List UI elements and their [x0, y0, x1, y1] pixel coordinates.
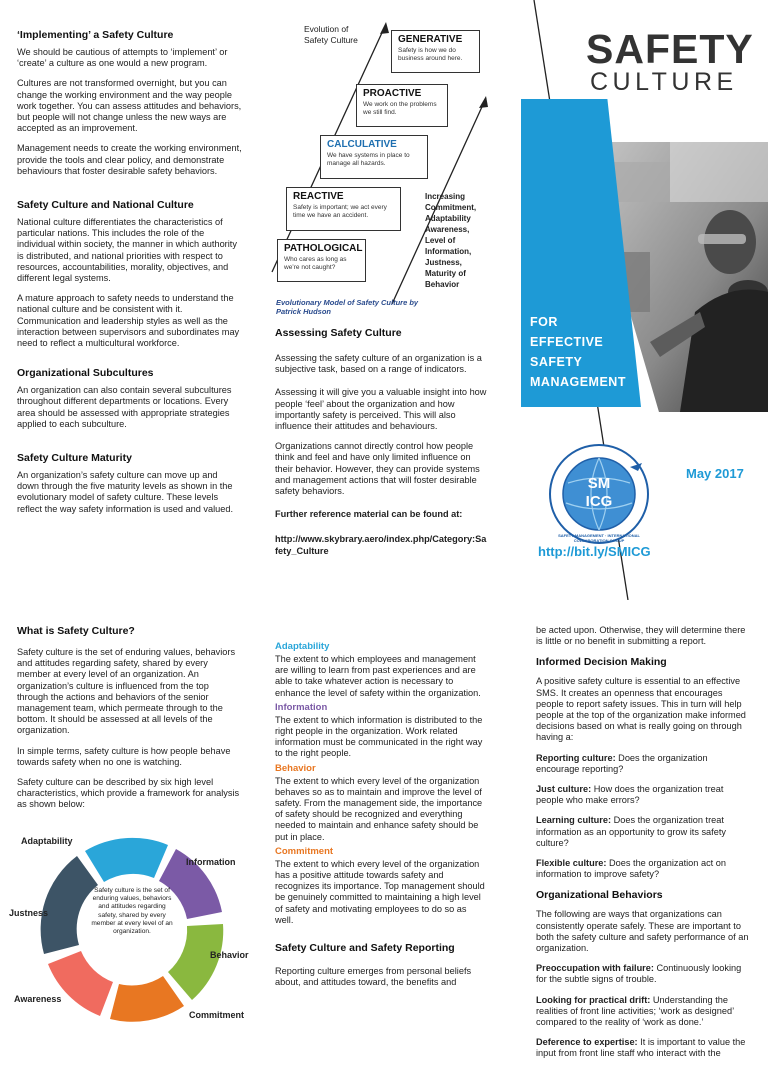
evolution-label: Evolution of Safety Culture [304, 24, 358, 45]
cycle-center-text: Safety culture is the set of enduring values, behaviors and attitudes regarding safety, shared by every member at every level of an organization. [91, 887, 173, 936]
segment-awareness [48, 951, 113, 1016]
cover-date: May 2017 [686, 466, 744, 481]
learning-culture-text: Does the organization treat information as an opportunity to grow its safety culture? [536, 815, 726, 848]
segment-commitment [110, 976, 184, 1022]
level-calculative-title: CALCULATIVE [327, 139, 397, 150]
maturity-p1: An organization’s safety culture can move up and down through the five maturity levels as shown in the evolutionary model of safety culture. These levels reflect the way safety information is used and valued. [17, 470, 234, 514]
cover-banner-text [530, 312, 640, 392]
national-culture-p2: A mature approach to safety needs to understand the national culture and be consistent with it. Communication and leadership styles as well as the interaction between supervisors and subordinates may need to reflect a multicultural workforce. [17, 293, 240, 349]
left-bottom-column [17, 625, 242, 820]
org-behaviors-heading: Organizational Behaviors [536, 889, 663, 902]
level-generative-desc: Safety is how we do business around here. [398, 47, 463, 62]
practical-drift-label: Looking for practical drift: [536, 994, 651, 1005]
cycle-label-behavior: Behavior [210, 950, 249, 960]
implementing-heading: ‘Implementing’ a Safety Culture [17, 29, 174, 41]
level-proactive-desc: We work on the problems we still find. [363, 101, 437, 116]
adaptability-heading: Adaptability [275, 641, 330, 652]
learning-culture-label: Learning culture: [536, 815, 612, 826]
cover-url[interactable]: http://bit.ly/SMICG [538, 544, 651, 559]
practical-drift-text: Understanding the realities of front line activities; ‘work as designed’ compared to the reality of ‘work as done.’ [536, 994, 734, 1028]
what-p3: Safety culture can be described by six high level characteristics, which provide a framework for analysis as shown below: [17, 777, 240, 810]
just-culture-text: How does the organization treat people who make errors? [536, 784, 724, 806]
national-culture-p1: National culture differentiates the characteristics of particular nations. This includes the role of the individual within society, the manner in which authority is distributed, and national priorities with respect to resources, accountabilities, morality, objectives, and different legal systems. [17, 217, 237, 284]
segment-behavior [168, 924, 223, 1000]
level-generative [391, 30, 480, 73]
cover-title-culture: CULTURE [590, 68, 738, 96]
reporting-continued: be acted upon. Otherwise, they will determine there is little or no benefit in submitting a report. [536, 625, 746, 647]
what-heading: What is Safety Culture? [17, 625, 135, 637]
cover-title-safety: SAFETY [586, 26, 754, 72]
diagram-caption: Evolutionary Model of Safety Culture by Patrick Hudson [276, 298, 419, 316]
level-generative-title: GENERATIVE [398, 34, 463, 45]
behavior-text: The extent to which every level of the organization behaves so as to maintain and improve the level of safety. From the management side, the importance of safety should be recognized and everything needed to maintain and enhance safety should be put in place. [275, 775, 483, 842]
implementing-p1: We should be cautious of attempts to ‘implement’ or ‘create’ a culture as one would a new program. [17, 47, 228, 69]
subcultures-heading: Organizational Subcultures [17, 367, 154, 380]
preoccupation-item [536, 963, 750, 985]
cycle-label-commitment: Commitment [189, 1010, 245, 1020]
deference-text: It is important to value the input from front line staff who interact with the [536, 1037, 746, 1059]
banner-line-management: MANAGEMENT [530, 375, 626, 389]
increasing-label: Increasing Commitment, Adaptability Awareness, Level of Information, Justness, Maturity of Behavior [425, 192, 477, 289]
cycle-label-adaptability: Adaptability [21, 836, 73, 846]
reporting-culture-text: Does the organization encourage reporting? [536, 752, 708, 774]
skybrary-link[interactable]: http://www.skybrary.aero/index.php/Category:Safety_Culture [275, 534, 487, 556]
implementing-p2: Cultures are not transformed overnight, but you can change the working environment and the way people work together. You can assess attitudes and behaviors, but people will not change unless the new ways are accepted as an improvement. [17, 78, 242, 134]
national-culture-heading: Safety Culture and National Culture [17, 199, 194, 212]
deference-label: Deference to expertise: [536, 1037, 638, 1048]
banner-line-safety: SAFETY [530, 355, 583, 369]
left-top-column [17, 29, 242, 524]
assessing-p3: Organizations cannot directly control how people think and feel and have only limited influence on their behavior. However, they can provide systems and management actions that will foster desirable safety behaviors. [275, 441, 480, 497]
flexible-culture-label: Flexible culture: [536, 858, 607, 869]
org-behaviors-text: The following are ways that organizations can consistently operate safely. These are important to both the safety culture and safety performance of an organization. [536, 909, 749, 954]
learning-culture-item [536, 815, 750, 849]
logo-center-text: SM ICG [585, 475, 613, 510]
logo-ring-text: SAFETY MANAGEMENT · INTERNATIONAL COLLABORATION GROUP [558, 533, 640, 543]
information-heading: Information [275, 701, 328, 713]
segment-adaptability [85, 838, 168, 882]
right-bottom-column [536, 625, 750, 1069]
commitment-text: The extent to which every level of the organization has a positive attitude towards safety and recognizes its importance. Top management should be genuinely committed to maintaining a high level of safety and motivating employees to do so as well. [275, 858, 485, 925]
cycle-label-awareness: Awareness [14, 994, 62, 1004]
level-pathological [277, 239, 366, 282]
subcultures-p1: An organization can also contain several subcultures throughout different departments or locations. Every area should be assessed with appropriate strategies applied to each subculture. [17, 385, 232, 429]
level-reactive [286, 187, 401, 231]
implementing-p3: Management needs to create the working environment, provide the tools and clear policy, and demonstrate behaviours that foster desirable safety behaviors. [17, 143, 242, 176]
what-p1: Safety culture is the set of enduring values, behaviors and attitudes regarding safety, shared by every member at every level of an organization. An organization’s culture is influenced from the top through the actions and behaviors of the senior management team, which permeate through to the bottom. It should be assessed at all levels of the organization. [17, 647, 236, 736]
cycle-label-justness: Justness [9, 908, 49, 918]
flexible-culture-item [536, 858, 750, 880]
level-reactive-title: REACTIVE [293, 191, 344, 202]
reporting-culture-label: Reporting culture: [536, 752, 616, 763]
reporting-culture-item [536, 753, 750, 775]
information-text: The extent to which information is distributed to the right people in the organization. Work related information must be communicated in the right way to the right people. [275, 714, 483, 759]
maturity-heading: Safety Culture Maturity [17, 452, 132, 465]
just-culture-label: Just culture: [536, 784, 592, 795]
mid-bottom-column [275, 641, 487, 997]
reporting-heading: Safety Culture and Safety Reporting [275, 942, 455, 955]
what-p2: In simple terms, safety culture is how people behave towards safety when no one is watching. [17, 745, 231, 767]
further-reference: Further reference material can be found at: [275, 509, 463, 520]
commitment-heading: Commitment [275, 845, 334, 857]
informed-decision-text: A positive safety culture is essential to an effective SMS. It creates an openness that encourages people to report safety issues. This in turn will help people at the top of the organization make informed decisions based on what is really going on through having a: [536, 676, 746, 743]
level-proactive-title: PROACTIVE [363, 88, 422, 99]
level-proactive [356, 84, 448, 127]
assessing-p1: Assessing the safety culture of an organization is a subjective task, based on a range of indicators. [275, 353, 482, 375]
smicg-logo [548, 443, 650, 545]
level-pathological-title: PATHOLOGICAL [284, 243, 363, 254]
level-calculative-desc: We have systems in place to manage all hazards. [327, 152, 410, 167]
flexible-culture-text: Does the organization act on information to improve safety? [536, 858, 726, 880]
preoccupation-label: Preoccupation with failure: [536, 963, 654, 974]
behavior-heading: Behavior [275, 762, 316, 774]
banner-line-effective: EFFECTIVE [530, 335, 604, 349]
assessing-heading: Assessing Safety Culture [275, 327, 402, 339]
just-culture-item [536, 784, 750, 806]
assessing-p2: Assessing it will give you a valuable insight into how people ‘feel’ about the organization and how importantly safety is perceived. This will also influence their attitudes and behaviours. [275, 387, 487, 432]
mid-top-column [275, 327, 487, 566]
adaptability-text: The extent to which employees and management are willing to learn from past experiences and are able to take whatever action is necessary to enhance the level of safety within the organization. [275, 654, 481, 698]
cycle-label-information: Information [186, 857, 236, 867]
informed-decision-heading: Informed Decision Making [536, 656, 667, 669]
deference-item [536, 1037, 750, 1059]
preoccupation-text: Continuously looking for the subtle signs of trouble. [536, 963, 742, 985]
banner-line-for: FOR [530, 315, 558, 329]
practical-drift-item [536, 995, 750, 1029]
level-reactive-desc: Safety is important; we act every time we have an accident. [293, 204, 387, 219]
reporting-text: Reporting culture emerges from personal beliefs about, and attitudes toward, the benefits and [275, 966, 472, 988]
level-calculative [320, 135, 428, 179]
level-pathological-desc: Who cares as long as we’re not caught? [284, 256, 347, 271]
